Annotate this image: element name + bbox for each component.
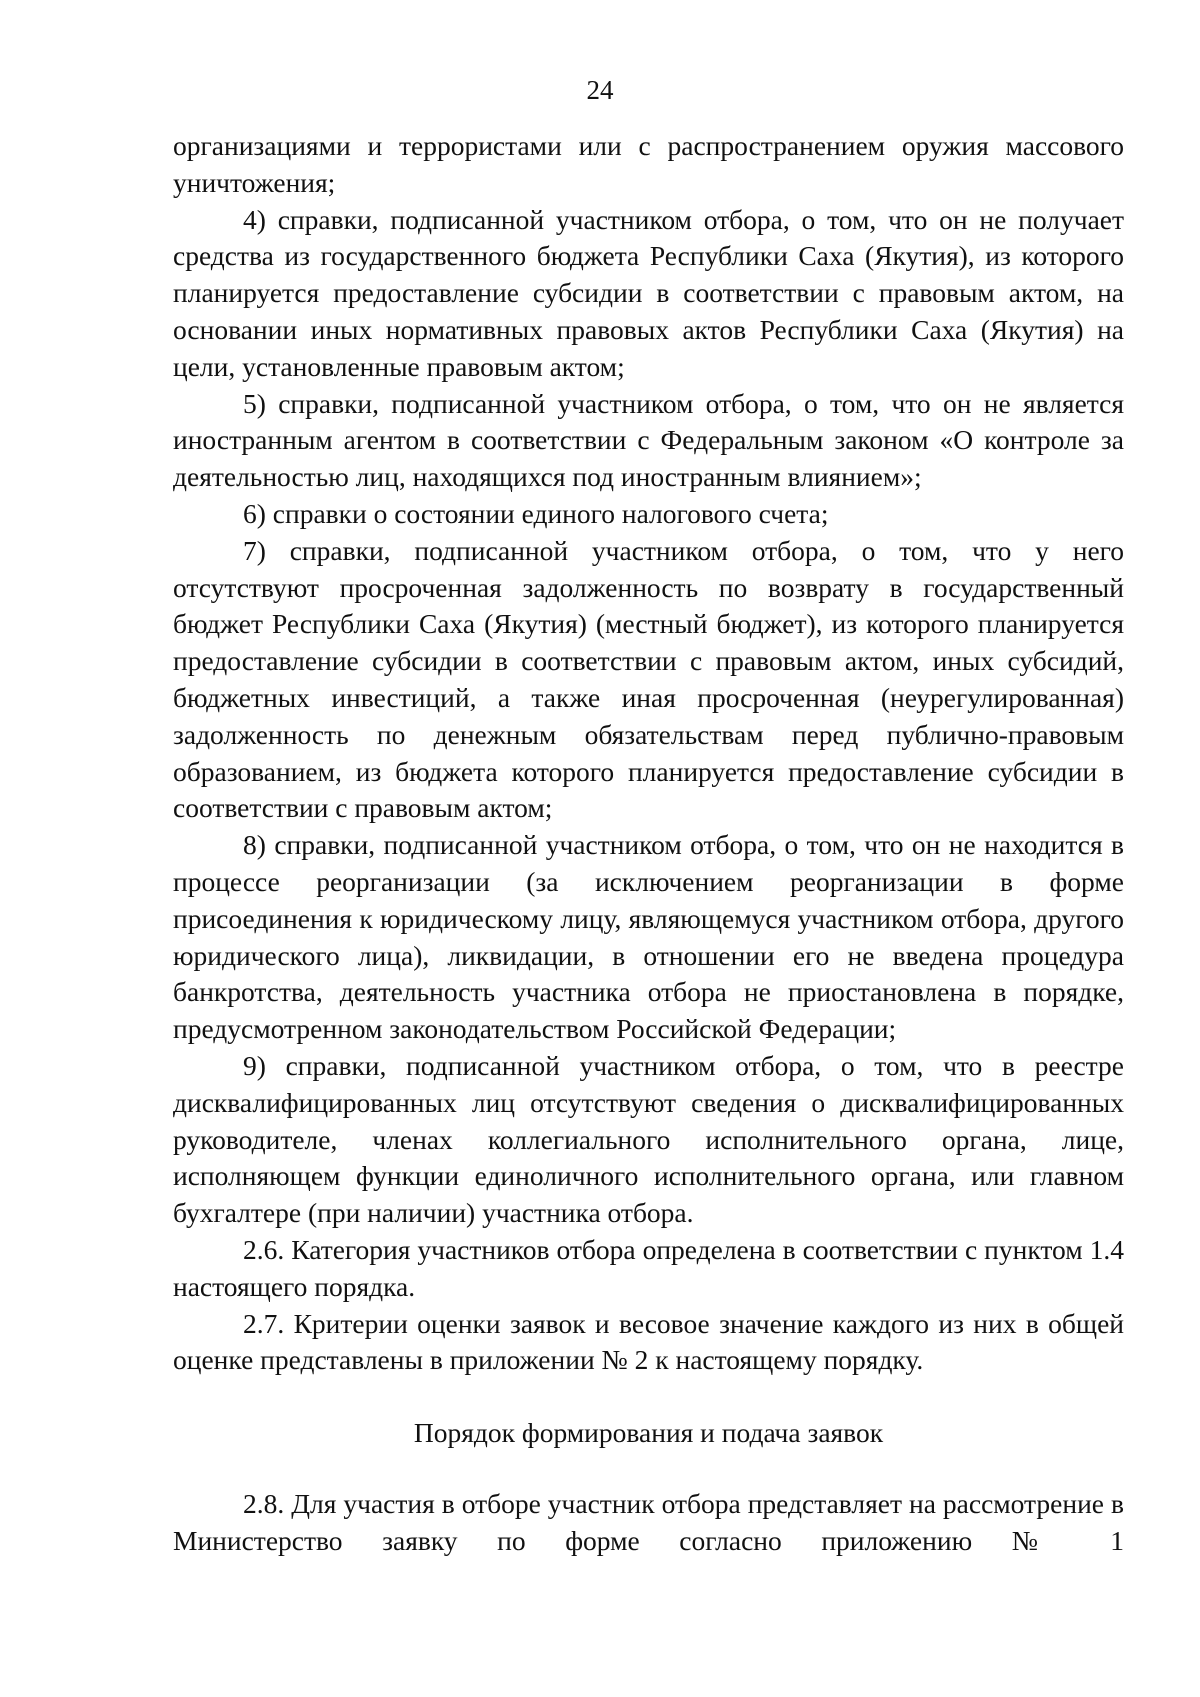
- paragraph-item-9: 9) справки, подписанной участником отбора, о том, что в реестре дисквалифицированных лиц отсутствуют сведения о дисквалифицированных руководителе, членах коллегиального исполнительного органа, лице, исполняющем функции единоличного исполнительного органа, или главном бухгалтере (при наличии) участника отбора.: [173, 1049, 1124, 1229]
- paragraph-item-7: 7) справки, подписанной участником отбора, о том, что у него отсутствуют просроченная задолженность по возврату в государственный бюджет Республики Саха (Якутия) (местный бюджет), из которого планируется предоставление субсидии в соответствии с правовым актом, иных субсидий, бюджетных инвестиций, а также иная просроченная (неурегулированная) задолженность по денежным обязательствам перед публично-правовым образованием, из бюджета которого планируется предоставление субсидии в соответствии с правовым актом;: [173, 534, 1124, 824]
- paragraph-item-5: 5) справки, подписанной участником отбора, о том, что он не является иностранным агентом в соответствии с Федеральным законом «О контроле за деятельностью лиц, находящихся под иностранным влиянием»;: [173, 387, 1124, 493]
- paragraph-item-8: 8) справки, подписанной участником отбора, о том, что он не находится в процессе реорганизации (за исключением реорганизации в форме присоединения к юридическому лицу, являющемуся участником отбора, другого юридического лица), ликвидации, в отношении его не введена процедура банкротства, деятельность участника отбора не приостановлена в порядке, предусмотренном законодательством Российской Федерации;: [173, 829, 1124, 1045]
- paragraph-item-6: 6) справки о состоянии единого налогового счета;: [243, 497, 829, 529]
- paragraph-2-7: 2.7. Критерии оценки заявок и весовое значение каждого из них в общей оценке представлены в приложении № 2 к настоящему порядку.: [173, 1307, 1124, 1376]
- paragraph-item-4: 4) справки, подписанной участником отбора, о том, что он не получает средства из государственного бюджета Республики Саха (Якутия), из которого планируется предоставление субсидии в соответствии с правовым актом, на основании иных нормативных правовых актов Республики Саха (Якутия) на цели, установленные правовым актом;: [173, 203, 1124, 382]
- document-body: [173, 128, 1124, 1559]
- page-number: 24: [586, 75, 614, 105]
- section-heading: Порядок формирования и подача заявок: [413, 1417, 884, 1449]
- paragraph-2-6: 2.6. Категория участников отбора определена в соответствии с пунктом 1.4 настоящего порядка.: [173, 1233, 1124, 1302]
- paragraph-2-8: 2.8. Для участия в отборе участник отбора представляет на рассмотрение в Министерство заявку по форме согласно приложению № 1: [173, 1487, 1124, 1556]
- paragraph-continuation: организациями и террористами или с распространением оружия массового уничтожения;: [173, 130, 1124, 198]
